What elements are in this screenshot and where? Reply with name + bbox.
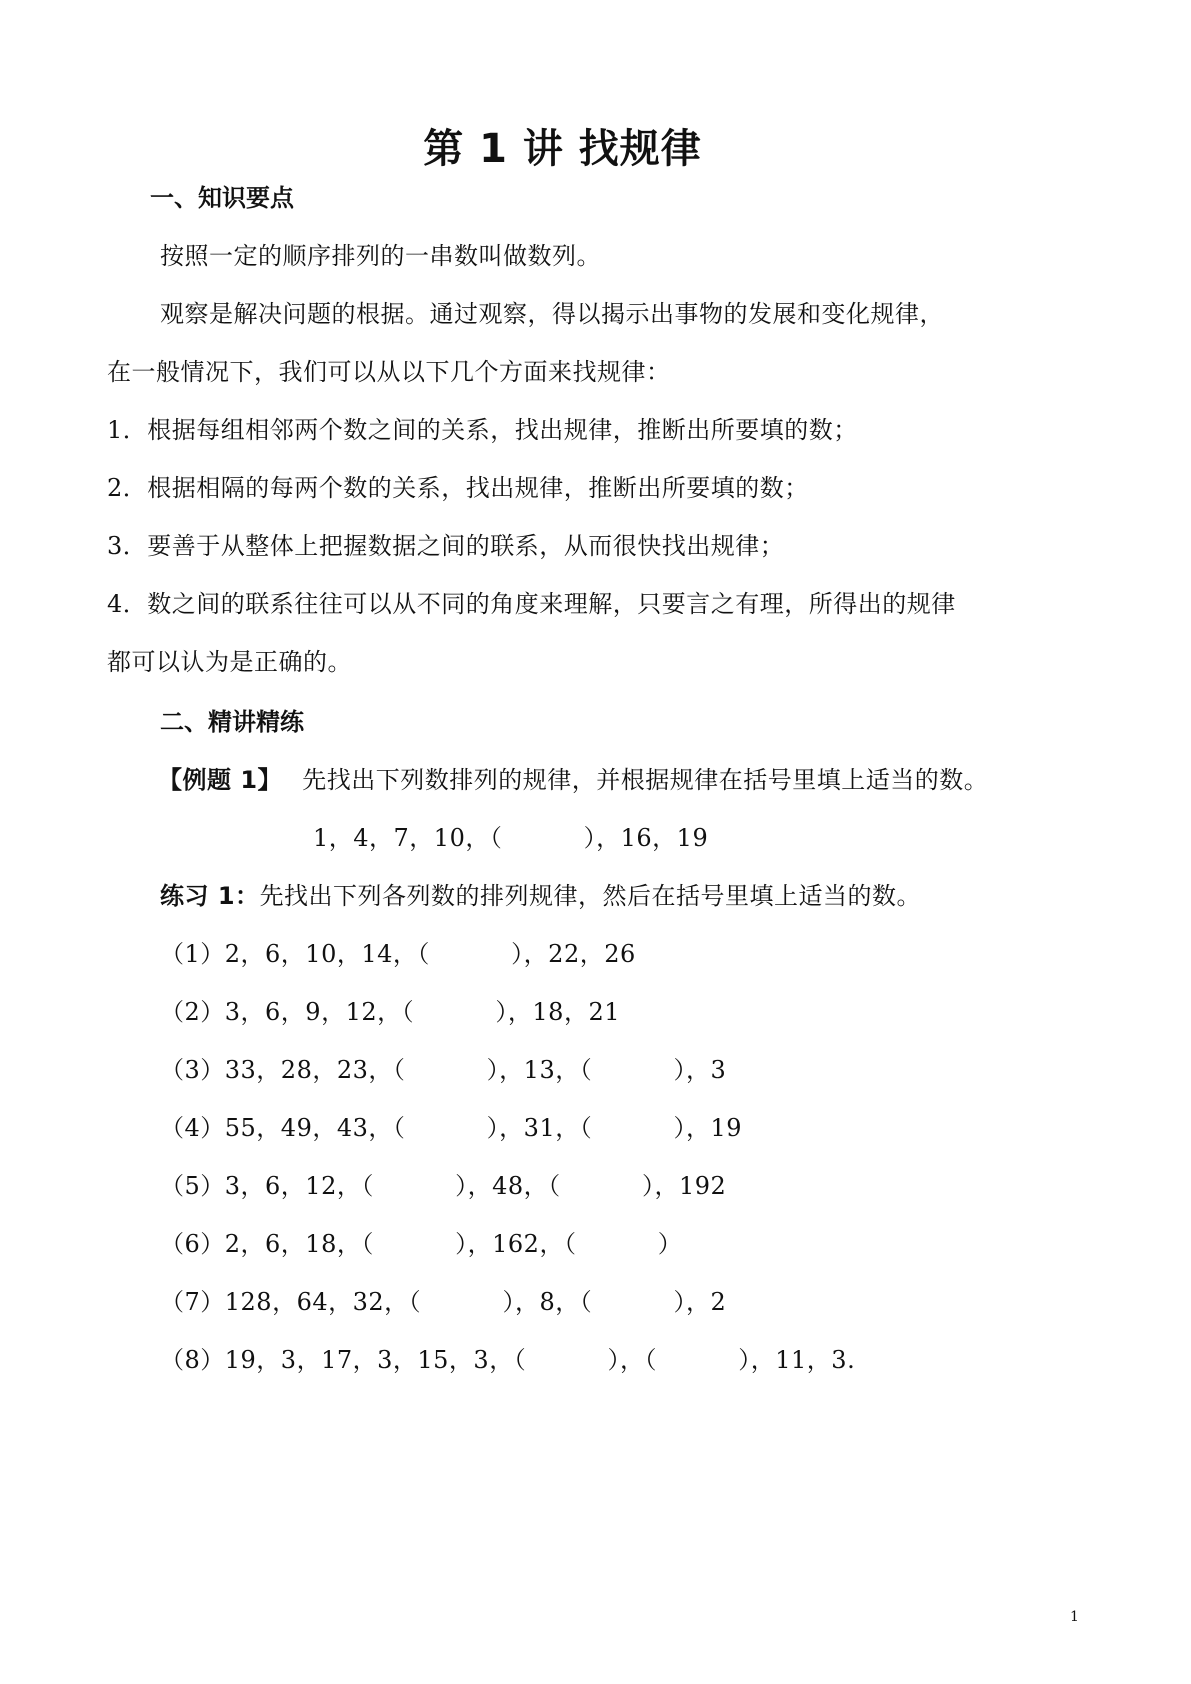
page-title: 第 1 讲 找规律	[423, 126, 702, 172]
section-heading-knowledge: 一、知识要点	[150, 184, 294, 212]
page-number: 1	[1070, 1609, 1079, 1625]
example-label: 【例题 1】	[158, 766, 283, 794]
exercise-item-4: （4）55，49，43，（ ），31，（ ），19	[160, 1114, 743, 1142]
exercise-label: 练习 1：	[160, 882, 260, 910]
paragraph-definition: 按照一定的顺序排列的一串数叫做数列。	[160, 242, 601, 270]
paragraph-observation-2: 在一般情况下，我们可以从以下几个方面来找规律：	[107, 358, 671, 386]
exercise-item-2: （2）3，6，9，12，（ ），18，21	[160, 998, 620, 1026]
point-2: 2．根据相隔的每两个数的关系，找出规律，推断出所要填的数；	[107, 474, 809, 502]
point-4-continued: 都可以认为是正确的。	[107, 648, 352, 676]
point-4: 4．数之间的联系往往可以从不同的角度来理解，只要言之有理，所得出的规律	[107, 590, 956, 618]
example-1	[158, 760, 988, 795]
exercise-text: 先找出下列各列数的排列规律，然后在括号里填上适当的数。	[259, 882, 922, 910]
exercise-1	[160, 876, 921, 911]
exercise-item-7: （7）128，64，32，（ ），8，（ ），2	[160, 1288, 727, 1316]
example-text: 先找出下列数排列的规律，并根据规律在括号里填上适当的数。	[302, 766, 989, 794]
example-sequence: 1，4，7，10，（ ），16，19	[313, 824, 709, 852]
point-3: 3．要善于从整体上把握数据之间的联系，从而很快找出规律；	[107, 532, 785, 560]
exercise-item-5: （5）3，6，12，（ ），48，（ ），192	[160, 1172, 727, 1200]
paragraph-observation-1: 观察是解决问题的根据。通过观察，得以揭示出事物的发展和变化规律，	[160, 300, 944, 328]
point-1: 1．根据每组相邻两个数之间的关系，找出规律，推断出所要填的数；	[107, 416, 858, 444]
exercise-item-8: （8）19，3，17，3，15，3，（ ），（ ），11，3.	[160, 1346, 856, 1374]
exercise-item-6: （6）2，6，18，（ ），162，（ ）	[160, 1230, 683, 1258]
section-heading-practice: 二、精讲精练	[160, 708, 304, 736]
exercise-item-3: （3）33，28，23，（ ），13，（ ），3	[160, 1056, 727, 1084]
exercise-item-1: （1）2，6，10，14，（ ），22，26	[160, 940, 636, 968]
